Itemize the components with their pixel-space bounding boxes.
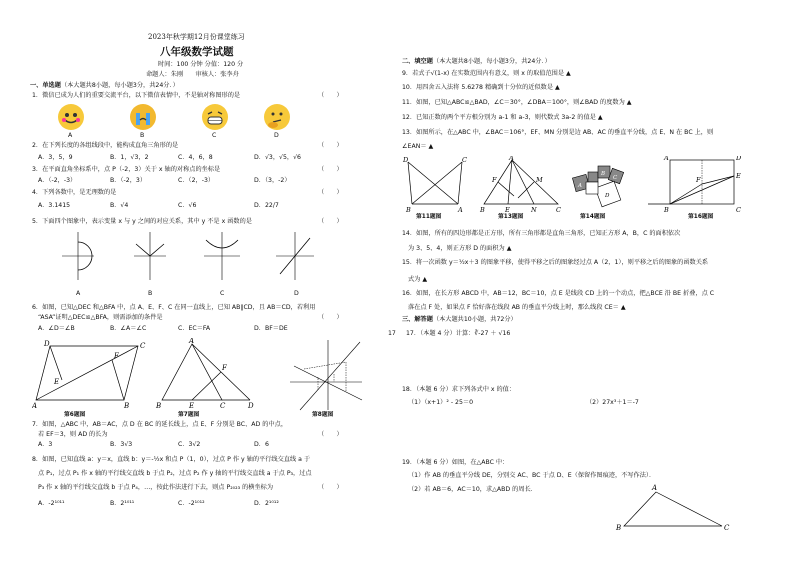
figure-14	[572, 166, 623, 207]
f11-label-b: B	[406, 206, 411, 214]
figure-11	[402, 156, 467, 214]
q5-label-c: C	[220, 290, 225, 297]
f6-label-d: D	[44, 340, 50, 348]
q11: 11．如图，已知△ABC≌△BAD，∠C＝30°，∠DBA＝100°，则∠BAD 的度数为 ▲	[402, 99, 632, 106]
q15-text-1: 15．将一次函数 y＝½x＋3 的图象平移，使得平移之后的图象经过点 A（2，1），则平移之后的图象的函数关系	[402, 259, 709, 266]
f13-label-e: E	[505, 206, 510, 214]
f7-label-e: E	[189, 402, 195, 410]
q2-text: 2．在下列长度的各组线段中，能构成直角三角形的是	[32, 142, 179, 149]
q6-option-a: A．∠D＝∠B	[38, 325, 75, 332]
q4-option-c: C．√6	[178, 202, 197, 209]
figure-7	[155, 338, 254, 410]
f6-label-b: B	[124, 402, 130, 410]
f16-label-c: C	[736, 206, 741, 214]
f7-label-f: F	[222, 364, 227, 372]
q19-part1: （1）作 AB 的垂直平分线 DE，分别交 AC、BC 于点 D、E（保留作图痕迹，不写作法）．	[408, 472, 656, 479]
f7-label-b: B	[156, 402, 162, 410]
section2-heading: 二、填空题（本大题共8小题，每小题3分，共24分．）	[402, 58, 551, 65]
page-title: 八年级数学试题	[160, 46, 234, 58]
f14-label-d: D	[605, 193, 610, 199]
caption-fig16: 第16题图	[688, 214, 714, 220]
section1-heading: 一、单选题（本大题共8小题，每小题3分，共24分．）	[30, 82, 179, 89]
caption-fig13: 第13题图	[498, 214, 524, 220]
q6-option-d: D．BF＝DE	[254, 325, 288, 332]
q5-graph-c	[204, 232, 240, 280]
q3-option-a: A．（-2，-3）	[38, 177, 77, 184]
caption-fig7: 第7题图	[178, 412, 200, 418]
q10: 10．用四舍五入法将 5.6278 精确到十分位的近似数是 ▲	[402, 84, 560, 91]
q7-text-1: 7．如图，△ABC 中，AB＝AC，点 D 在 BC 的延长线上，点 E、F 分别是 BC、AD 的中点，	[32, 421, 288, 428]
q5-label-a: A	[76, 290, 81, 297]
q15-text-2: 式为 ▲	[408, 276, 428, 283]
q7-option-a: A．3	[38, 441, 53, 448]
figure-6	[32, 340, 146, 410]
q2-paren: （ ）	[318, 142, 343, 149]
q5-label-b: B	[148, 290, 153, 297]
q5-graphs	[52, 226, 352, 288]
q8-paren: （ ）	[318, 484, 343, 491]
figures-11-13-14-16	[402, 156, 772, 214]
f14-label-b: B	[601, 171, 606, 177]
q1-label-d: D	[274, 132, 279, 139]
f13-label-f: F	[492, 176, 497, 184]
q5-graph-b	[134, 232, 166, 280]
q8-option-c: C．-2¹⁰¹²	[178, 500, 205, 507]
f16-label-b: B	[664, 206, 669, 214]
caption-fig11: 第11题图	[416, 214, 442, 220]
f16-label-f: F	[696, 176, 701, 184]
caption-fig6: 第6题图	[64, 412, 86, 418]
f16-label-a: A	[664, 156, 669, 162]
f6-label-f: F	[114, 352, 119, 360]
figure-13	[479, 156, 561, 214]
q7-text-2: 若 EF＝3，则 AD 的长为	[38, 431, 108, 438]
f13-label-c: C	[556, 206, 561, 214]
f13-label-a: A	[509, 156, 514, 162]
q18-part1: （1）（x+1）² - 25＝0	[408, 399, 474, 406]
authors: 命题人：朱刚 审核人：张李舟	[146, 71, 239, 78]
f14-label-a: A	[578, 183, 582, 189]
grin-emoji-icon	[202, 104, 228, 130]
q2-option-c: C．4，6，8	[178, 154, 213, 161]
q1-label-a: A	[68, 132, 73, 139]
q1-paren: （ ）	[318, 92, 343, 99]
f19-label-b: B	[616, 524, 622, 532]
f11-label-d: D	[403, 156, 409, 164]
q18-part2: （2）27x³＋1＝-7	[586, 399, 639, 406]
q17-text: 17．（本题 4 分）计算：∛-27 ＋ √16	[406, 330, 511, 337]
q8-option-a: A．-2¹⁰¹¹	[38, 500, 65, 507]
q8-option-d: D．2¹⁰¹²	[254, 500, 279, 507]
q6-option-b: B．∠A＝∠C	[110, 325, 147, 332]
q5-text: 5．下面四个图象中，表示变量 x 与 y 之间的对应关系，其中 y 不是 x 函数的是	[32, 218, 252, 225]
q13-text-2: ∠EAN＝ ▲	[402, 143, 434, 150]
q9: 9．若式子√(1-x) 在实数范围内有意义，则 x 的取值范围是 ▲	[402, 70, 571, 77]
q12: 12．已知正数的两个平方根分别为 a-1 和 a-3，则代数式 3a-2 的值是 ▲	[402, 114, 603, 121]
q16-text-1: 16．如图，在长方形 ABCD 中，AB＝12，BC＝10，点 E 是线段 CD 上的一个动点，把△BCE 沿 BE 折叠，点 C	[402, 290, 715, 297]
q2-option-d: D．√3，√5，√6	[254, 154, 301, 161]
f11-label-c: C	[462, 156, 467, 164]
q14-text-1: 14．如图，所有的四边形都是正方形，所有三角形都是直角三角形，已知正方形 A，B，C 的面积依次	[402, 230, 681, 237]
time-score: 时间：100 分钟 分值：120 分	[158, 61, 244, 68]
q7-option-c: C．3√2	[178, 441, 201, 448]
f11-label-a: A	[458, 206, 463, 214]
q8-option-b: B．2¹⁰¹¹	[110, 500, 135, 507]
figure-19	[614, 482, 734, 534]
q17-num: 17	[388, 330, 396, 337]
q7-option-d: D．6	[254, 441, 269, 448]
f13-label-b: B	[480, 206, 485, 214]
q3-option-c: C．（2，-3）	[178, 177, 215, 184]
q4-option-a: A．3.1415	[38, 202, 71, 209]
exam-name: 2023年秋学期12月份课堂练习	[148, 33, 245, 41]
q3-option-b: B．（-2，3）	[110, 177, 147, 184]
f7-label-a: A	[189, 338, 195, 345]
q4-option-b: B．√4	[110, 202, 129, 209]
q13-text-1: 13．如图所示，在△ABC 中，∠BAC＝106°，EF、MN 分别是边 AB、AC 的垂直平分线，点 E、N 在 BC 上，则	[402, 129, 714, 136]
q5-paren: （ ）	[318, 218, 343, 225]
q16-text-2: 落在点 F 处，如果点 F 恰好落在线段 AB 的垂直平分线上时，那么线段 CE＝ ▲	[408, 304, 626, 311]
q8-text-2: 点 P₁，过点 P₁ 作 x 轴的平行线交直线 b 于点 P₂，过点 P₂ 作 y 轴的平行线交直线 a 于点 P₃，过点	[38, 470, 312, 477]
q8-text-3: P₃ 作 x 轴的平行线交直线 b 于点 P₄，…，按此作法进行下去，则点 P₂₀₂₃ 的横坐标为	[38, 484, 274, 491]
q5-label-d: D	[294, 290, 299, 297]
q19-part2: （2）若 AB＝6，AC＝10，求△ABD 的周长．	[408, 486, 537, 493]
f19-label-a: A	[652, 484, 658, 492]
f14-label-c: C	[613, 175, 618, 181]
q7-option-b: B．3√3	[110, 441, 133, 448]
figure-8	[290, 340, 362, 410]
figure-16	[648, 156, 742, 214]
figures-6-7-8	[32, 338, 372, 412]
q3-option-d: D．（3，-2）	[254, 177, 291, 184]
q6-option-c: C．EC＝FA	[178, 325, 211, 332]
f7-label-d: D	[248, 402, 254, 410]
thinking-emoji-icon	[264, 104, 290, 130]
f19-label-c: C	[724, 524, 730, 532]
caption-fig14: 第14题图	[580, 214, 606, 220]
q5-graph-d	[276, 232, 314, 280]
f6-label-e: E	[54, 378, 60, 386]
q6-paren: （ ）	[318, 314, 343, 321]
smile-emoji-icon	[58, 104, 84, 130]
q8-text-1: 8．如图，已知直线 a：y＝x，直线 b：y＝-½x 和点 P（1，0），过点 P 作 y 轴的平行线交直线 a 于	[32, 456, 311, 463]
f13-label-n: N	[531, 206, 537, 214]
q3-text: 3．在平面直角坐标系中，点 P（-2，3）关于 x 轴的对称点的坐标是	[32, 166, 221, 173]
crying-emoji-icon	[130, 104, 156, 130]
f13-label-m: M	[536, 176, 543, 184]
q6-text-1: 6．如图，已知△DEC 和△BFA 中，点 A、E、F、C 在同一直线上，已知 AB∥CD，且 AB＝CD，若利用	[32, 304, 316, 311]
f16-label-d: D	[736, 156, 742, 162]
q1-text: 1．微信已成为人们的重要交流平台，以下微信表情中，不是轴对称图形的是	[32, 92, 241, 99]
q18-text: 18．（本题 6 分）求下列各式中 x 的值：	[402, 386, 516, 393]
caption-fig8: 第8题图	[312, 412, 334, 418]
q1-label-b: B	[140, 132, 145, 139]
q14-text-2: 为 3、5、4，则正方形 D 的面积为 ▲	[408, 245, 512, 252]
q4-option-d: D．22/7	[254, 202, 279, 209]
f6-label-a: A	[32, 402, 38, 410]
q6-text-2: “ASA”证明△DEC≌△BFA，则需添加的条件是	[38, 314, 163, 321]
f7-label-c: C	[220, 402, 226, 410]
q7-paren: （ ）	[318, 431, 343, 438]
q19-text: 19．（本题 6 分）如图，在△ABC 中：	[402, 459, 509, 466]
q3-paren: （ ）	[318, 166, 343, 173]
section3-heading: 三、解答题（本大题共10小题，共72分）	[402, 316, 517, 323]
q2-option-a: A．3，5，9	[38, 154, 73, 161]
f16-label-e: E	[736, 172, 741, 180]
q4-paren: （ ）	[318, 189, 343, 196]
q1-label-c: C	[212, 132, 217, 139]
q4-text: 4．下列各数中，是无理数的是	[32, 189, 117, 196]
f6-label-c: C	[140, 342, 146, 350]
q5-graph-a	[62, 232, 94, 280]
q2-option-b: B．1，√3，2	[110, 154, 149, 161]
